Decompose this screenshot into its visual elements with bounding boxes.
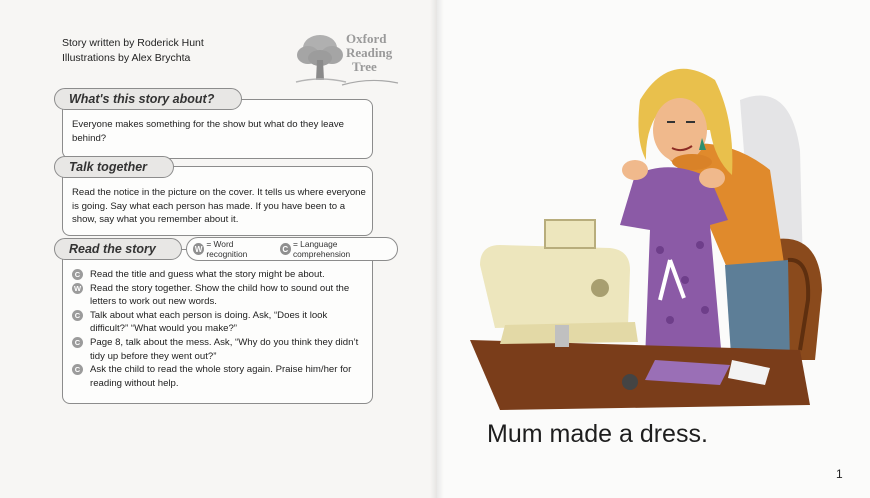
mum-with-dress-illustration: [470, 60, 830, 420]
author-credit: Story written by Roderick Hunt: [62, 37, 204, 49]
talk-text: Read the notice in the picture on the cover. It tells us where everyone is going. Say what each person has made. If you have been to a show, say what you remember about it.: [72, 187, 366, 225]
language-comprehension-icon: C: [280, 243, 291, 255]
list-item: [72, 363, 368, 390]
comprehension-icon: C: [72, 269, 83, 280]
credits: [62, 36, 204, 66]
about-heading: What's this story about?: [54, 88, 242, 110]
word-icon: W: [73, 283, 82, 293]
logo-line-1: Oxford: [346, 31, 387, 46]
logo-line-3: Tree: [352, 59, 377, 74]
step-text: Read the story together. Show the child how to sound out the letters to work out new words.: [90, 282, 350, 308]
logo-text: [346, 32, 392, 74]
talk-heading: Talk together: [54, 156, 174, 178]
read-legend: [186, 237, 398, 261]
book-gutter: [430, 0, 444, 498]
oxford-reading-tree-logo: [292, 30, 402, 90]
logo-swoosh: [340, 77, 400, 89]
logo-line-2: Reading: [346, 45, 393, 60]
about-text: Everyone makes something for the show but what do they leave behind?: [72, 119, 344, 144]
language-comprehension-label: = Language comprehension: [292, 239, 351, 259]
word-recognition-label: = Word recognition: [206, 239, 248, 259]
comprehension-icon: C: [72, 310, 83, 321]
list-item: [72, 336, 368, 363]
list-item: [72, 309, 368, 336]
list-item: [72, 282, 368, 309]
comprehension-icon: C: [72, 337, 83, 348]
comprehension-icon: C: [72, 364, 83, 375]
list-item: [72, 268, 368, 282]
illustrator-credit: Illustrations by Alex Brychta: [62, 52, 191, 64]
step-text: Talk about what each person is doing. Ask, “Does it look difficult?” “What would you make?”: [90, 309, 328, 335]
step-text: Ask the child to read the whole story again. Praise him/her for reading without help.: [90, 364, 352, 389]
page-number: 1: [836, 467, 843, 481]
word-recognition-icon: W: [194, 244, 203, 254]
step-text: Read the title and guess what the story might be about.: [90, 269, 325, 280]
read-heading: Read the story: [54, 238, 182, 260]
step-text: Page 8, talk about the mess. Ask, “Why do you think they didn’t tidy up before they went out?”: [90, 336, 359, 362]
story-caption: Mum made a dress.: [487, 420, 708, 448]
read-steps: [72, 268, 368, 390]
